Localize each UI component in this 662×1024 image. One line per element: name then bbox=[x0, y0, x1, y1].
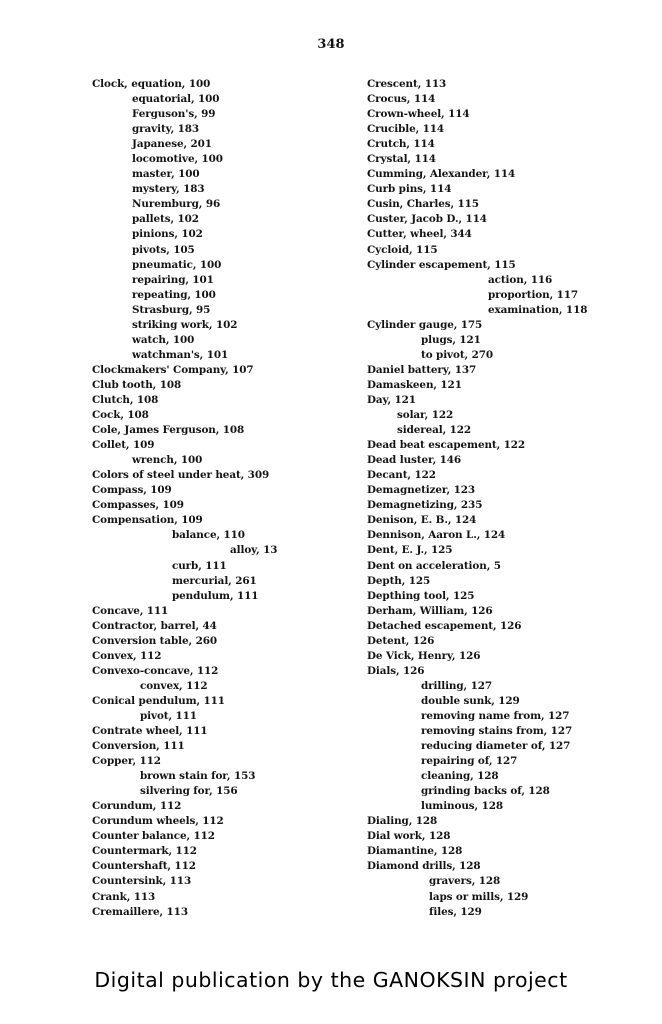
index-subentry: pallets, 102 bbox=[132, 213, 199, 226]
index-entry: Dead beat escapement, 122 bbox=[367, 439, 526, 452]
index-subentry: cleaning, 128 bbox=[421, 770, 499, 783]
index-entry: Conversion, 111 bbox=[92, 740, 185, 753]
index-entry: Diamantine, 128 bbox=[367, 845, 463, 858]
index-entry: Collet, 109 bbox=[92, 439, 155, 452]
index-entry: Countershaft, 112 bbox=[92, 860, 196, 873]
index-entry: Demagnetizer, 123 bbox=[367, 484, 475, 497]
index-entry: Crank, 113 bbox=[92, 890, 156, 903]
page-number: 348 bbox=[317, 37, 345, 52]
index-entry: Copper, 112 bbox=[92, 755, 161, 768]
index-entry: Dent, E. J., 125 bbox=[367, 544, 453, 557]
index-entry: Decant, 122 bbox=[367, 469, 436, 482]
index-entry: Cutter, wheel, 344 bbox=[367, 228, 472, 241]
index-entry: Cusin, Charles, 115 bbox=[367, 198, 479, 211]
index-subentry: equatorial, 100 bbox=[132, 93, 220, 106]
index-entry: Dial work, 128 bbox=[367, 830, 451, 843]
index-entry: Day, 121 bbox=[367, 393, 416, 406]
index-entry: Cremaillere, 113 bbox=[92, 905, 188, 918]
index-subentry: grinding backs of, 128 bbox=[421, 785, 550, 798]
index-column-left bbox=[92, 77, 342, 920]
index-entry: Convexo-concave, 112 bbox=[92, 664, 219, 677]
index-entry: Compensation, 109 bbox=[92, 514, 203, 527]
index-entry: Contractor, barrel, 44 bbox=[92, 619, 217, 632]
index-entry: Demagnetizing, 235 bbox=[367, 499, 483, 512]
index-entry: Curb pins, 114 bbox=[367, 183, 452, 196]
index-entry: Denison, E. B., 124 bbox=[367, 514, 477, 527]
publication-footer: Digital publication by the GANOKSIN project bbox=[94, 968, 568, 992]
index-subentry: watch, 100 bbox=[132, 333, 195, 346]
index-subentry: gravity, 183 bbox=[132, 123, 200, 136]
index-entry: Crucible, 114 bbox=[367, 123, 445, 136]
index-subentry: drilling, 127 bbox=[421, 679, 492, 692]
index-subentry: double sunk, 129 bbox=[421, 694, 520, 707]
index-subentry: watchman's, 101 bbox=[132, 348, 229, 361]
index-entry: Countermark, 112 bbox=[92, 845, 197, 858]
index-entry: Corundum wheels, 112 bbox=[92, 815, 224, 828]
index-entry: Conical pendulum, 111 bbox=[92, 694, 225, 707]
index-subentry: striking work, 102 bbox=[132, 318, 238, 331]
index-entry: Crystal, 114 bbox=[367, 153, 436, 166]
index-subentry: plugs, 121 bbox=[421, 333, 481, 346]
index-subentry: repairing, 101 bbox=[132, 273, 214, 286]
index-entry: Colors of steel under heat, 309 bbox=[92, 469, 270, 482]
index-subentry: gravers, 128 bbox=[429, 875, 501, 888]
index-entry: Dead luster, 146 bbox=[367, 454, 462, 467]
index-subentry: Ferguson's, 99 bbox=[132, 108, 216, 121]
index-subentry: sidereal, 122 bbox=[397, 424, 472, 437]
index-subentry: solar, 122 bbox=[397, 409, 454, 422]
index-entry: Cumming, Alexander, 114 bbox=[367, 168, 516, 181]
index-entry: Crocus, 114 bbox=[367, 93, 436, 106]
index-entry: Diamond drills, 128 bbox=[367, 860, 481, 873]
index-entry: Crescent, 113 bbox=[367, 78, 447, 90]
index-subentry: wrench, 100 bbox=[132, 454, 203, 467]
index-subentry: master, 100 bbox=[132, 168, 200, 181]
index-entry: Depthing tool, 125 bbox=[367, 589, 475, 602]
index-entry: Counter balance, 112 bbox=[92, 830, 215, 843]
index-entry: Dennison, Aaron L., 124 bbox=[367, 529, 506, 542]
index-entry: Custer, Jacob D., 114 bbox=[367, 213, 487, 226]
index-subentry: laps or mills, 129 bbox=[429, 890, 529, 903]
index-entry: Clock, equation, 100 bbox=[92, 78, 211, 90]
index-entry: Cylinder escapement, 115 bbox=[367, 258, 516, 271]
index-subentry: pendulum, 111 bbox=[172, 589, 259, 602]
index-subentry: pneumatic, 100 bbox=[132, 258, 222, 271]
index-subentry: removing stains from, 127 bbox=[421, 725, 573, 738]
index-subentry: pivot, 111 bbox=[140, 709, 197, 722]
index-entry: De Vick, Henry, 126 bbox=[367, 649, 481, 662]
index-entry: Concave, 111 bbox=[92, 604, 169, 617]
index-entry: Compass, 109 bbox=[92, 484, 172, 497]
index-entry: Daniel battery, 137 bbox=[367, 363, 477, 376]
index-entry: Convex, 112 bbox=[92, 649, 162, 662]
index-entry: Countersink, 113 bbox=[92, 875, 192, 888]
index-entry: Conversion table, 260 bbox=[92, 634, 217, 647]
index-subentry: to pivot, 270 bbox=[421, 348, 493, 361]
index-subentry: silvering for, 156 bbox=[140, 785, 238, 798]
index-entry: Damaskeen, 121 bbox=[367, 378, 462, 391]
index-entry: Dialing, 128 bbox=[367, 815, 438, 828]
index-subentry: pivots, 105 bbox=[132, 243, 195, 256]
index-entry: Clockmakers' Company, 107 bbox=[92, 363, 254, 376]
index-subentry: files, 129 bbox=[429, 905, 482, 918]
index-entry: Derham, William, 126 bbox=[367, 604, 493, 617]
index-entry: Crutch, 114 bbox=[367, 138, 435, 151]
index-subentry: reducing diameter of, 127 bbox=[421, 740, 571, 753]
index-entry: Crown-wheel, 114 bbox=[367, 108, 470, 121]
index-subentry: Strasburg, 95 bbox=[132, 303, 211, 316]
index-subentry: examination, 118 bbox=[488, 303, 588, 316]
index-subentry: pinions, 102 bbox=[132, 228, 203, 241]
index-entry: Clutch, 108 bbox=[92, 393, 159, 406]
index-entry: Compasses, 109 bbox=[92, 499, 184, 512]
index-subentry: brown stain for, 153 bbox=[140, 770, 256, 783]
index-entry: Corundum, 112 bbox=[92, 800, 182, 813]
index-subentry: mystery, 183 bbox=[132, 183, 205, 196]
index-entry: Detached escapement, 126 bbox=[367, 619, 522, 632]
index-entry: Cock, 108 bbox=[92, 409, 149, 422]
index-entry: Contrate wheel, 111 bbox=[92, 725, 208, 738]
index-subentry: curb, 111 bbox=[172, 559, 227, 572]
index-subentry: proportion, 117 bbox=[488, 288, 578, 301]
index-subentry: Nuremburg, 96 bbox=[132, 198, 221, 211]
index-subentry: luminous, 128 bbox=[421, 800, 503, 813]
index-subentry: convex, 112 bbox=[140, 679, 208, 692]
index-subentry: action, 116 bbox=[488, 273, 553, 286]
index-subentry: repairing of, 127 bbox=[421, 755, 518, 768]
index-entry: Cylinder gauge, 175 bbox=[367, 318, 483, 331]
index-subentry: balance, 110 bbox=[172, 529, 245, 542]
index-subentry: removing name from, 127 bbox=[421, 709, 570, 722]
index-entry: Dent on acceleration, 5 bbox=[367, 559, 501, 572]
index-subentry: mercurial, 261 bbox=[172, 574, 257, 587]
index-entry: Detent, 126 bbox=[367, 634, 435, 647]
index-subentry: repeating, 100 bbox=[132, 288, 216, 301]
index-subentry: locomotive, 100 bbox=[132, 153, 223, 166]
index-subentry: alloy, 13 bbox=[230, 544, 278, 557]
index-entry: Dials, 126 bbox=[367, 664, 425, 677]
index-entry: Club tooth, 108 bbox=[92, 378, 182, 391]
index-column-right bbox=[367, 77, 627, 920]
index-subentry: Japanese, 201 bbox=[132, 138, 212, 151]
index-entry: Cycloid, 115 bbox=[367, 243, 438, 256]
index-entry: Depth, 125 bbox=[367, 574, 431, 587]
index-entry: Cole, James Ferguson, 108 bbox=[92, 424, 245, 437]
